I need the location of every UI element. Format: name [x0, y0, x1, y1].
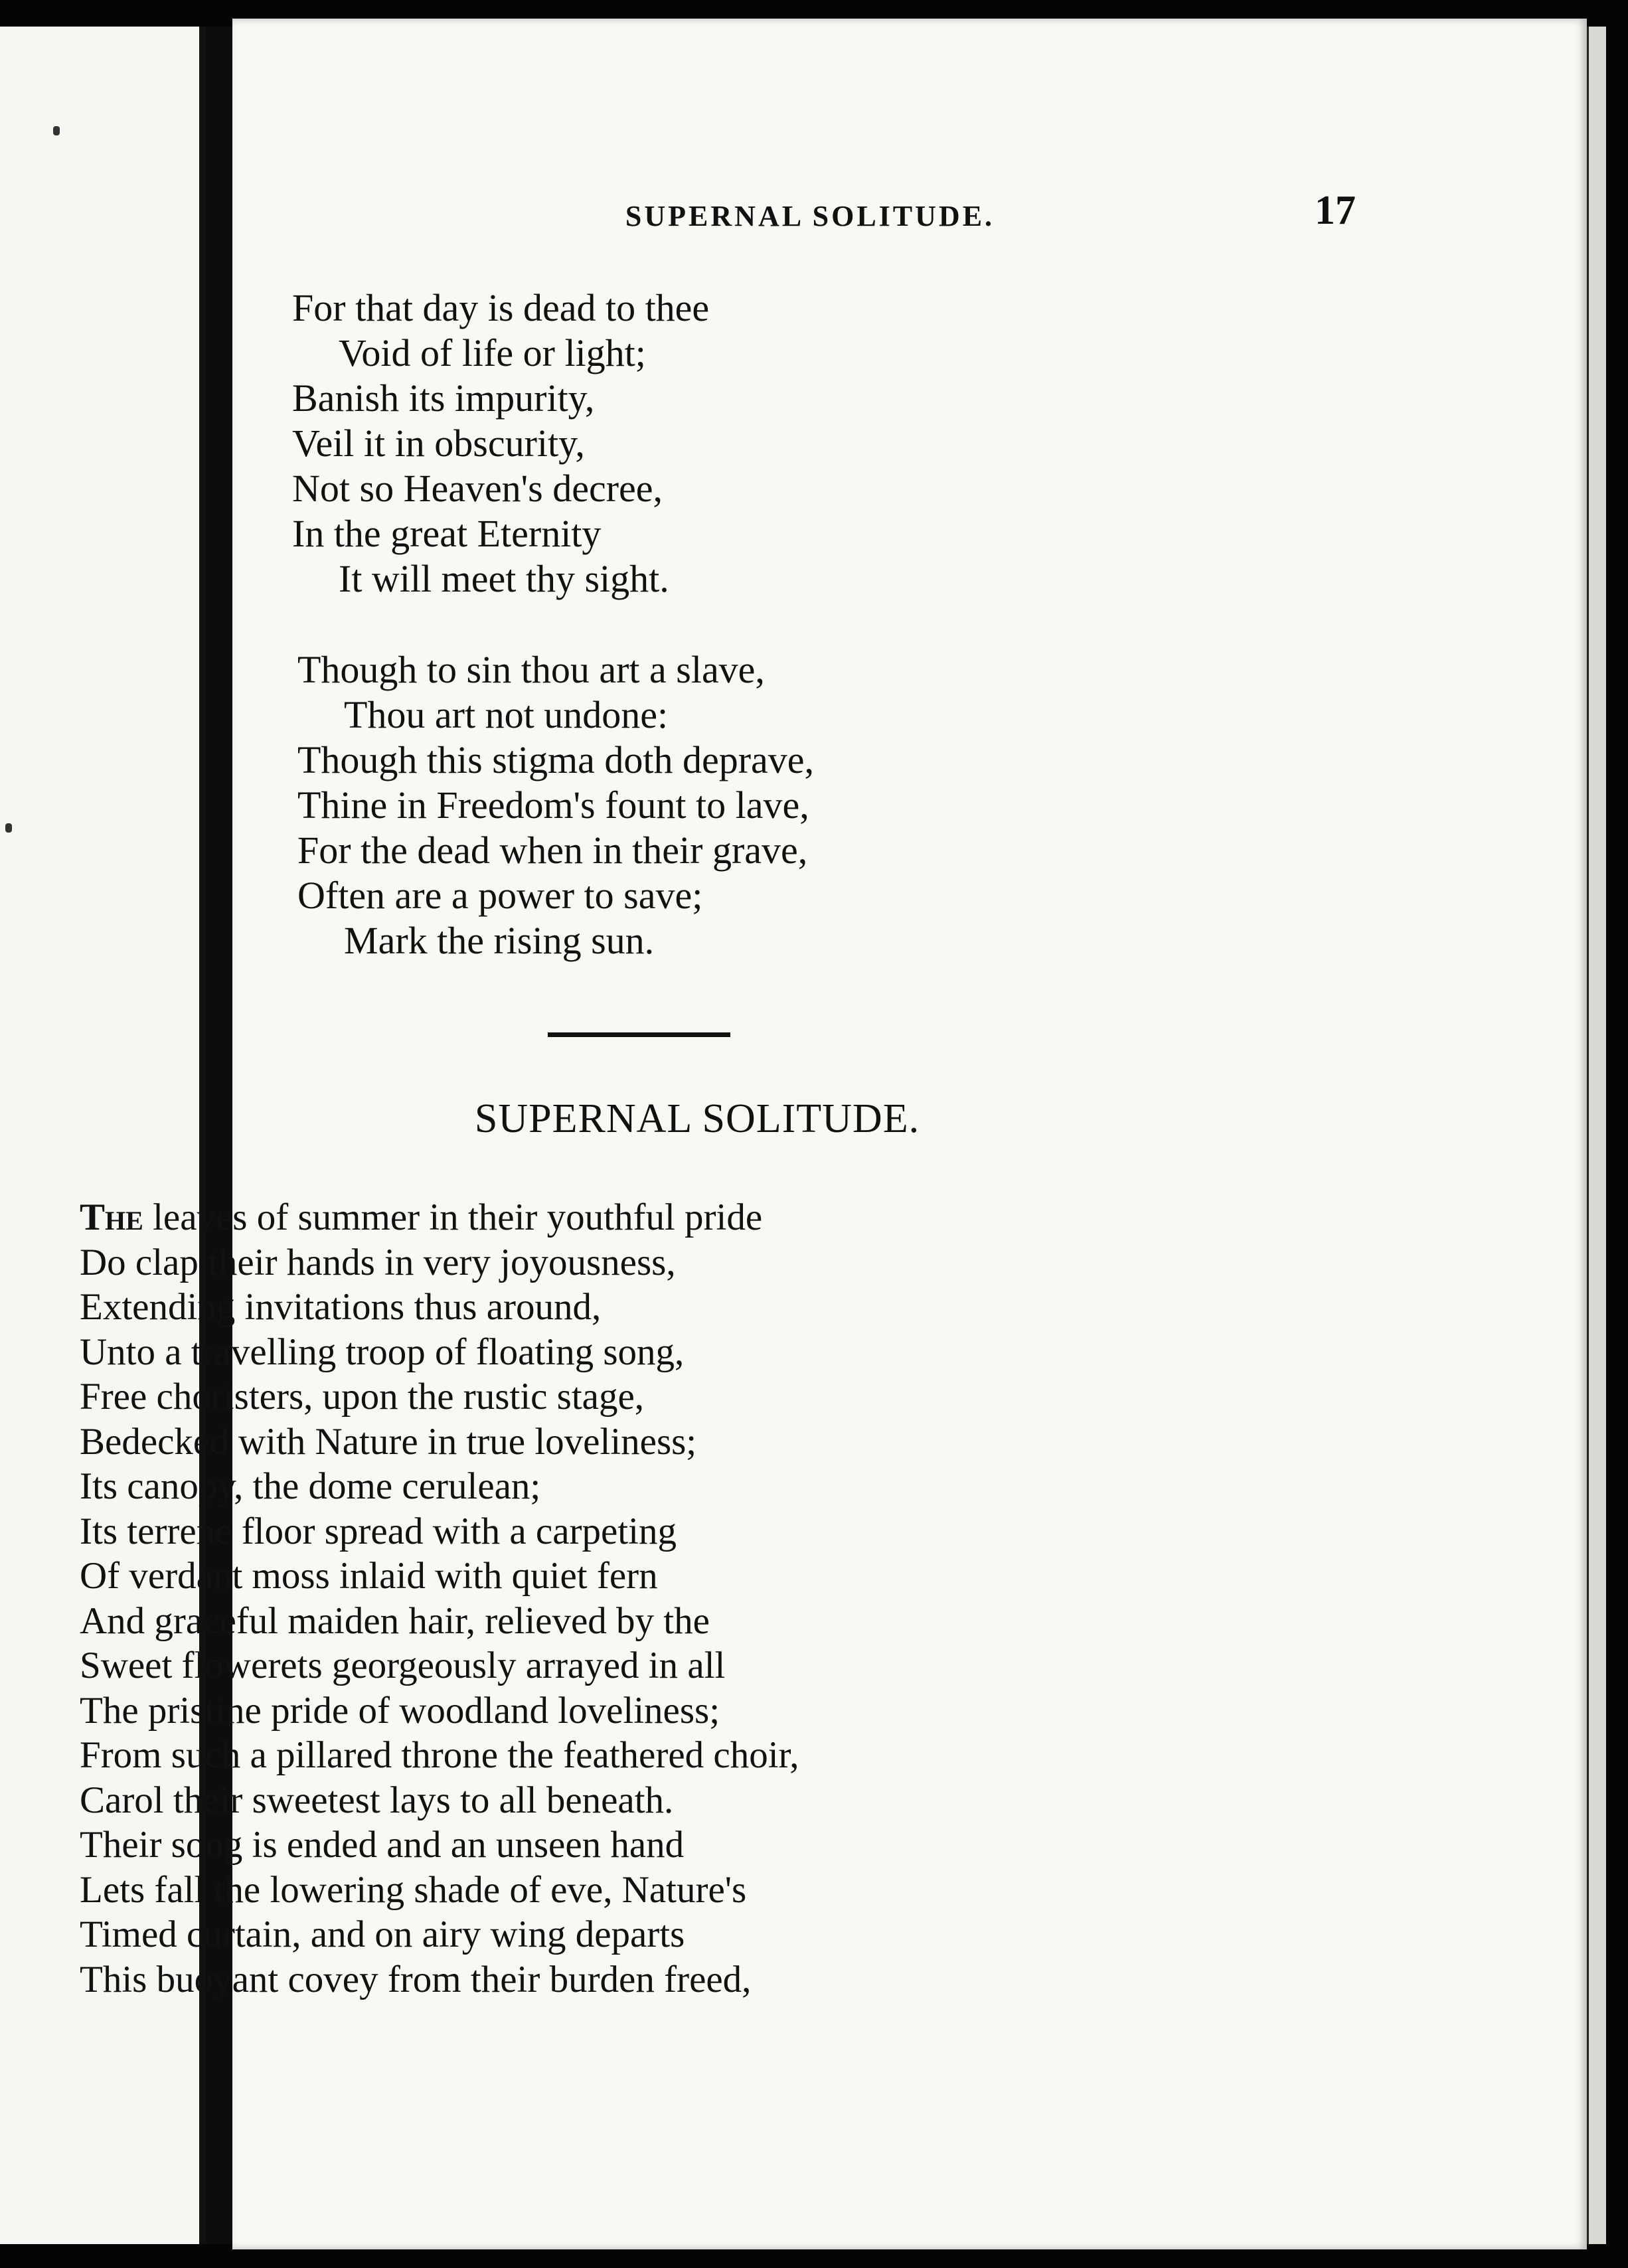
verse-line: For the dead when in their grave, [297, 829, 808, 872]
first-line-text: leaves of summer in their youthful pride [143, 1196, 763, 1238]
verse-line: It will meet thy sight. [339, 557, 669, 600]
verse-line: Unto a travelling troop of floating song, [80, 1331, 685, 1373]
section-divider [548, 1032, 730, 1037]
verse-line [80, 1195, 799, 1240]
verse-line: This buoyant covey from their burden freed, [80, 1958, 752, 2000]
verse-line: Bedecked with Nature in true loveliness; [80, 1420, 697, 1463]
verse-line: Veil it in obscurity, [292, 422, 585, 465]
verse-line: Though to sin thou art a slave, [297, 648, 765, 691]
verse-line: Its terrene floor spread with a carpeting [80, 1510, 677, 1552]
verse-line: From such a pillared throne the feathered choir, [80, 1734, 799, 1776]
verse-line: Void of life or light; [339, 331, 646, 374]
verse-line: Though this stigma doth deprave, [297, 738, 815, 781]
running-head: SUPERNAL SOLITUDE. [625, 200, 995, 232]
verse-line: In the great Eternity [292, 512, 602, 555]
verse-line: Carol their sweetest lays to all beneath. [80, 1779, 674, 1821]
verse-line: Timed curtain, and on airy wing departs [80, 1913, 685, 1955]
verse-line: Thou art not undone: [344, 693, 669, 736]
poem-body [80, 1195, 799, 2002]
poem-title: SUPERNAL SOLITUDE. [474, 1096, 920, 1141]
verse-line: Do clap their hands in very joyousness, [80, 1241, 676, 1283]
verse-line: Thine in Freedom's fount to lave, [297, 783, 809, 827]
verse-line: Mark the rising sun. [344, 919, 655, 962]
verse-line: Free choristers, upon the rustic stage, [80, 1376, 645, 1418]
verse-line: Not so Heaven's decree, [292, 467, 663, 510]
page-number: 17 [1315, 188, 1356, 233]
page-edges [1587, 27, 1606, 2244]
verse-line: Lets fall the lowering shade of eve, Nature's [80, 1868, 747, 1911]
stanza-2 [297, 647, 814, 963]
speck [53, 126, 60, 135]
verse-line: The pristine pride of woodland loveliness; [80, 1689, 720, 1732]
verse-line: Of verdant moss inlaid with quiet fern [80, 1555, 658, 1597]
verse-line: And graceful maiden hair, relieved by the [80, 1599, 710, 1642]
verse-line: Sweet flowerets georgeously arrayed in all [80, 1645, 726, 1686]
verse-line: Their song is ended and an unseen hand [80, 1824, 685, 1866]
drop-word: The [80, 1196, 143, 1238]
speck [5, 823, 12, 833]
verse-line: Its canopy, the dome cerulean; [80, 1465, 541, 1507]
verse-line: Often are a power to save; [297, 874, 703, 917]
stanza-1 [292, 285, 709, 602]
verse-line: Extending invitations thus around, [80, 1286, 602, 1328]
verse-line: For that day is dead to thee [292, 286, 710, 329]
verse-line: Banish its impurity, [292, 376, 595, 420]
